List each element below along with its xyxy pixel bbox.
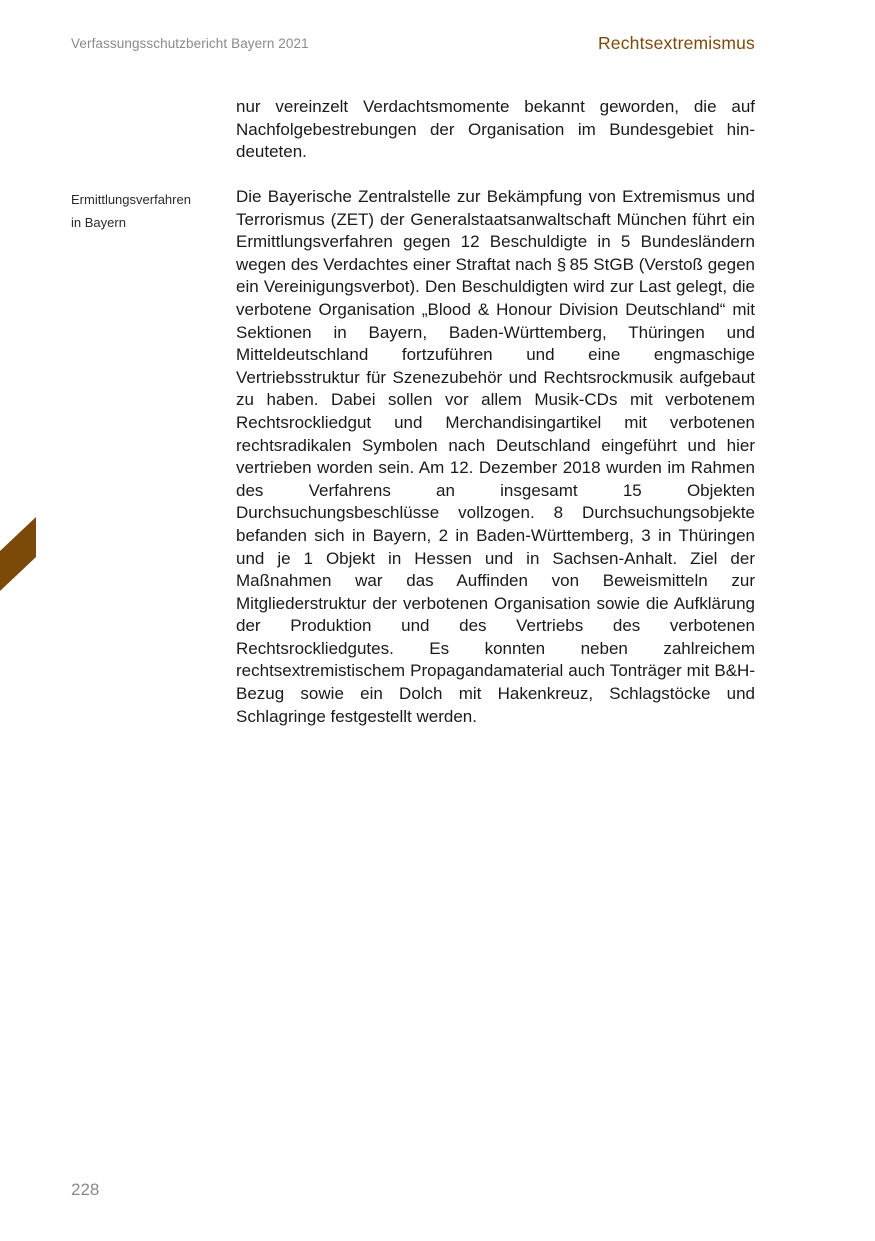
chapter-title: Rechtsextremismus xyxy=(597,33,755,53)
margin-heading-line-1: Ermittlungsverfahren xyxy=(71,192,191,207)
chapter-tab-marker xyxy=(0,517,36,591)
body-paragraph-1: nur vereinzelt Verdachtsmomente bekannt geworden, die auf Nachfolgebestrebungen der Organisation im Bundesgebiet hindeuteten. xyxy=(236,97,755,162)
margin-heading xyxy=(71,188,221,234)
margin-heading-line-2: in Bayern xyxy=(71,215,126,230)
report-title: Verfassungsschutzbericht Bayern 2021 xyxy=(71,36,309,51)
body-paragraph-2: Die Bayerische Zentralstelle zur Bekämpfung von Extremismus und Terrorismus (ZET) der Generalstaatsanwaltschaft München führt ein Ermittlungsverfahren gegen 12 Beschuldigte in 5 Bundesländern wegen des Verdachtes einer Straftat nach § 85 StGB (Verstoß gegen ein Vereinigungsverbot). Den Beschuldigten wird zur Last gelegt, die verbotene Organisation „Blood & Honour Division Deutschland“ mit Sektionen in Bayern, Baden-Württemberg, Thüringen und Mitteldeutschland fortzuführen und eine engmaschige Vertriebsstruktur für Szenezubehör und Rechtsrockmusik aufgebaut zu haben. Dabei sollen vor allem Musik-CDs mit verbotenem Rechtsrockliedgut und Merchandisingartikel mit verbotenen rechtsradikalen Symbolen nach Deutschland eingeführt und hier vertrieben worden sein. Am 12. Dezember 2018 wurden im Rahmen des Verfahrens an insgesamt 15 Objekten Durchsuchungsbeschlüsse vollzogen. 8 Durchsuchungsobjekte befanden sich in Bayern, 2 in Baden-Württemberg, 3 in Thüringen und je 1 Objekt in Hessen und in Sachsen-Anhalt. Ziel der Maßnahmen war das Auffinden von Beweismitteln zur Mitgliederstruktur der verbotenen Organisation sowie die Aufklärung der Produktion und des Vertriebs des verbotenen Rechtsrockliedgutes. Es konnten neben zahlreichem rechtsextremistischem Propagandamaterial auch Tonträger mit B&H-Bezug sowie ein Dolch mit Hakenkreuz, Schlagstöcke und Schlagringe festgestellt werden. xyxy=(236,187,755,726)
chapter-tab-shape xyxy=(0,517,36,591)
page-number: 228 xyxy=(71,1180,100,1199)
